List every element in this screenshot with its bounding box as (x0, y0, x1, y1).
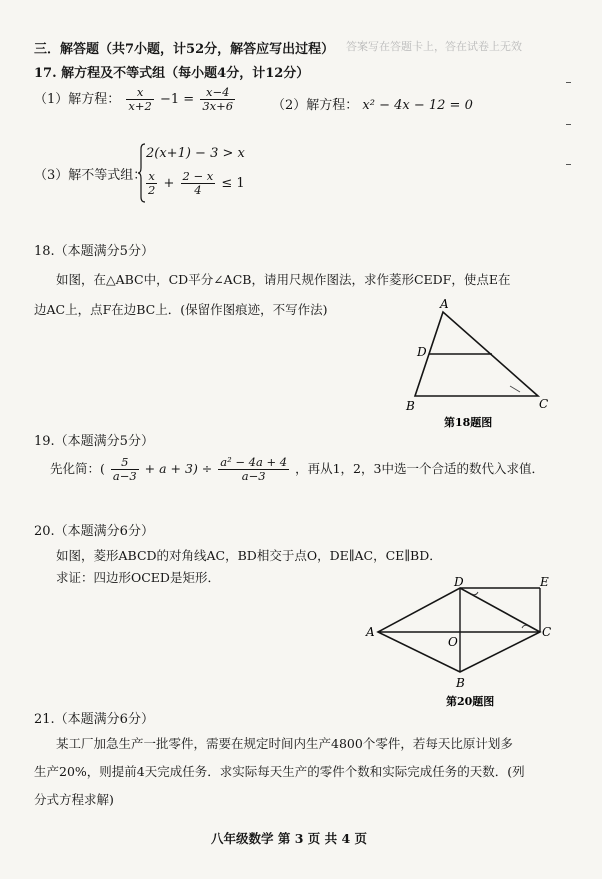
section-title: 三．解答题（共7小题，计52分，解答应写出过程） (34, 42, 335, 57)
q17-heading: 17. 解方程及不等式组（每小题4分，计12分） (34, 66, 310, 81)
leq-one: ≤ 1 (221, 176, 245, 192)
plus-sign: + (163, 176, 175, 192)
q20-figure (360, 574, 560, 712)
q17-part3-fraction-1: $\frac{x}{2}$ (148, 169, 156, 198)
q17-part1-middle: −1 = (160, 92, 195, 108)
scan-mark (566, 164, 571, 165)
q21-heading: 21.（本题满分6分） (34, 712, 154, 727)
q17-part3-inequality-1: 2(x+1) − 3 > x (146, 146, 245, 161)
q19-expression (50, 456, 544, 483)
q19-heading: 19.（本题满分5分） (34, 434, 154, 449)
q20-heading: 20.（本题满分6分） (34, 524, 154, 539)
q17-part2-equation: x² − 4x − 12 = 0 (362, 98, 473, 113)
q18-figure-caption: 第18题图 (444, 416, 493, 429)
q17-part3-inequality-2 (144, 170, 245, 197)
q19-fraction-2: $\frac{\text{a² − 4a + 4}}{a-3}$ (220, 455, 288, 484)
vertex-a-label: A (440, 297, 449, 311)
vertex-b-label: B (456, 676, 465, 690)
q20-figure-caption: 第20题图 (446, 695, 495, 708)
q20-line2: 求证：四边形OCED是矩形． (56, 570, 220, 585)
vertex-a-label: A (366, 625, 375, 639)
q21-line2: 生产20%，则提前4天完成任务．求实际每天生产的零件个数和实际完成任务的天数．(列 (34, 764, 525, 779)
q21-line3: 分式方程求解) (34, 792, 114, 807)
point-e-label: E (540, 575, 549, 589)
vertex-c-label: C (539, 397, 549, 411)
page-footer: 八年级数学 第 3 页 共 4 页 (211, 831, 368, 846)
q17-part3-fraction-2: $\frac{2 - x}{4}$ (182, 169, 214, 198)
q18-line1: 如图，在△ABC中，CD平分∠ACB，请用尺规作图法，求作菱形CEDF，使点E在 (56, 272, 511, 287)
scan-mark (566, 124, 571, 125)
q17-part1-fraction-1: $\frac{x}{x+2}$ (128, 85, 152, 114)
q17-part3-label: （3）解不等式组： (34, 168, 147, 183)
q18-figure (400, 296, 560, 436)
q19-middle: + a + 3) ÷ (144, 461, 213, 477)
point-d-label: D (417, 345, 427, 359)
q21-line1: 某工厂加急生产一批零件，需要在规定时间内生产4800个零件，若每天比原计划多 (56, 736, 513, 751)
q17-part1 (34, 86, 237, 113)
q17-part1-fraction-2: $\frac{x-4}{3x+6}$ (202, 85, 234, 114)
q17-part2-label: （2）解方程： (272, 98, 359, 113)
q18-heading: 18.（本题满分5分） (34, 244, 154, 259)
q17-part1-label: （1）解方程： (34, 92, 121, 108)
q19-fraction-1: $\frac{5}{a-3}$ (112, 455, 137, 484)
vertex-d-label: D (454, 575, 464, 589)
q18-line2: 边AC上，点F在边BC上．(保留作图痕迹，不写作法) (34, 302, 328, 317)
vertex-b-label: B (406, 399, 415, 413)
q17-part2 (272, 94, 473, 113)
point-o-label: O (448, 635, 458, 649)
q19-prefix: 先化简：( (50, 461, 105, 477)
q19-suffix: ，再从1，2，3中选一个合适的数代入求值． (295, 461, 544, 477)
rhombus-abcd (378, 588, 540, 672)
scan-mark (566, 82, 571, 83)
vertex-c-label: C (542, 625, 552, 639)
faded-bleed-text: 答案写在答题卡上，答在试卷上无效 (346, 40, 522, 53)
q20-line1: 如图，菱形ABCD的对角线AC，BD相交于点O，DE∥AC，CE∥BD． (56, 548, 442, 563)
